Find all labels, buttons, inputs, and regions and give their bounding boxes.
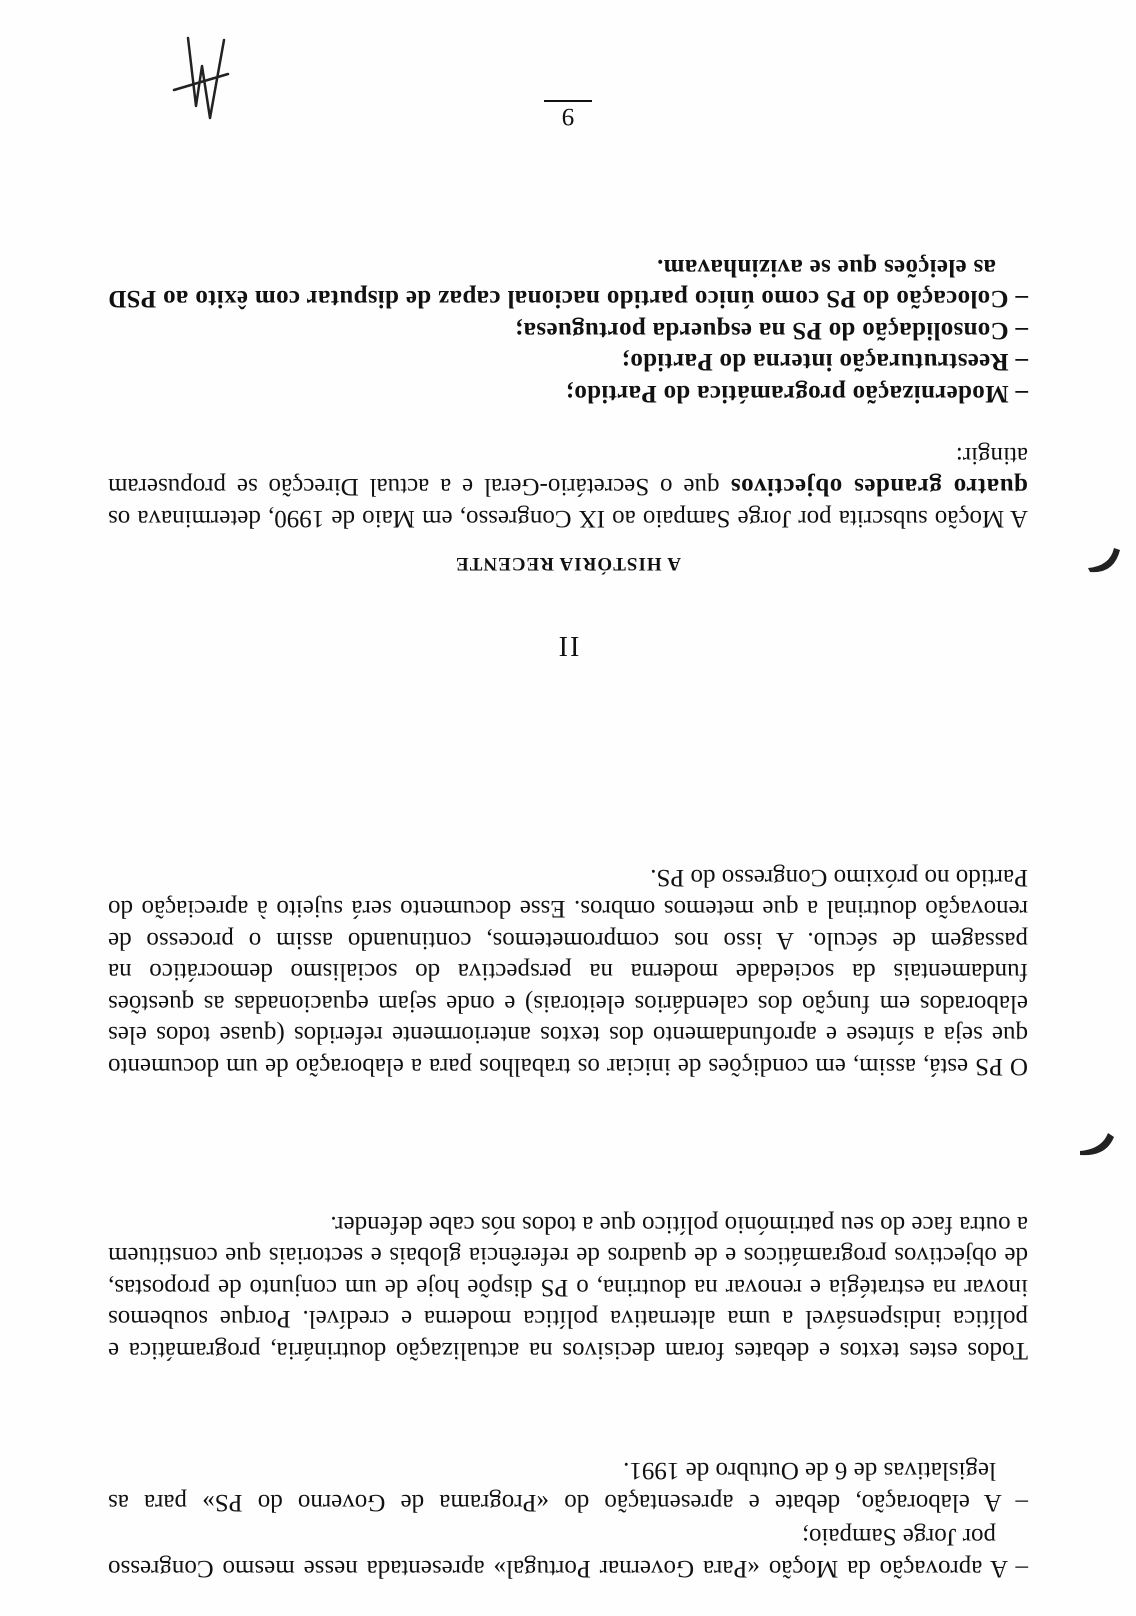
- list-item: – Consolidação do PS na esquerda portuguesa;: [514, 317, 1028, 344]
- paragraph-doctrine: Todos estes textos e debates foram decisivos na actualização doutrinária, programática e política indispensável a uma alternativa política moderna e credível. Porque soubemos inovar na estratégia e renovar na doutrina, o PS dispõe hoje de um conjunto de propostas, de objectivos programáticos e de quadros de referência globais e sectoriais que constituem a outra face do seu património político que a todos nós cabe defender.: [108, 1211, 1028, 1364]
- motion-text-end: que o Secretário-Geral e a actual Direcção se propuseram atingir:: [108, 442, 1028, 501]
- section-title: A HISTÓRIA RECENTE: [455, 553, 682, 574]
- handwritten-initials: [166, 31, 236, 126]
- punch-hole-mark: [1076, 1131, 1116, 1161]
- motion-text: A Moção subscrita por Jorge Sampaio ao IX Congresso, em Maio de 1990, determinava os: [108, 505, 1028, 532]
- punch-hole-mark: [1084, 544, 1124, 580]
- objectives-list: [108, 252, 1028, 410]
- list-item: – Modernização programática do Partido;: [565, 380, 1028, 407]
- page-number: 9: [561, 103, 575, 130]
- list-item: – Colocação do PS como único partido nacional capaz de disputar com êxito ao PSD as eleições que se avizinhavam.: [108, 254, 1028, 313]
- paragraph-renewal: O PS está, assim, em condições de iniciar os trabalhos para a elaboração de um documento que seja a síntese e aprofundamento dos textos anteriormente referidos (quase todos eles elaborados em função dos calendários eleitorais) e onde sejam equacionadas as questões fundamentais da sociedade moderna na perspectiva do socialismo democrático na passagem de século. A isso nos comprometemos, continuando assim o processo de renovação doutrinal a que metemos ombros. Esse documento será sujeito à apreciação do Partido no próximo Congresso do PS.: [108, 864, 1028, 1080]
- list-item: – A elaboração, debate e apresentação do «Programa de Governo do PS» para as legislativas de 6 de Outubro de 1991.: [108, 1457, 1028, 1516]
- intro-list: [108, 1455, 1028, 1584]
- page-number-rule: [544, 100, 592, 102]
- list-item: – A aprovação da Moção «Para Governar Portugal» apresentada nesse mesmo Congresso por Jorge Sampaio;: [108, 1523, 1028, 1582]
- emphasis-objectives: quatro grandes objectivos: [730, 473, 1028, 501]
- list-item: – Reestruturação interna do Partido;: [621, 348, 1028, 376]
- paragraph-motion: [108, 440, 1028, 535]
- section-number: II: [556, 630, 580, 661]
